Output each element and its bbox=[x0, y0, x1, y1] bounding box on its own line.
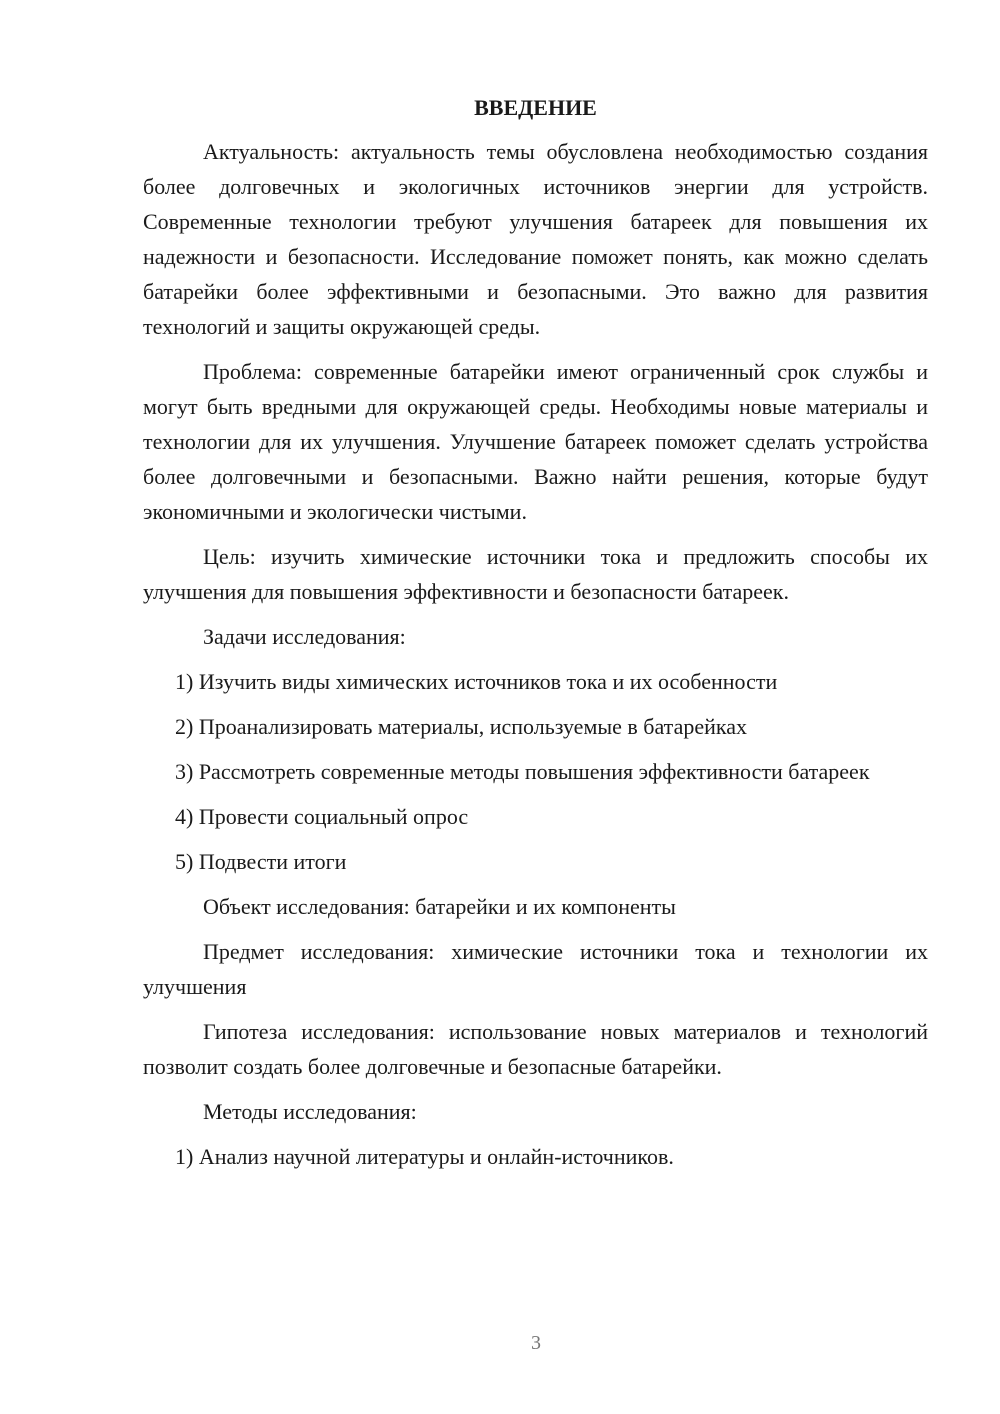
task-item: 5) Подвести итоги bbox=[175, 849, 347, 874]
problem-paragraph: Проблема: современные батарейки имеют ограниченный срок службы и могут быть вредными для окружающей среды. Необходимы новые материалы и технологии для их улучшения. Улучшение батареек поможет сделать устройства более долговечными и безопасными. Важно найти решения, которые будут экономичными и экологически чистыми. bbox=[143, 359, 928, 524]
object-paragraph: Объект исследования: батарейки и их компоненты bbox=[203, 894, 676, 919]
task-item: 2) Проанализировать материалы, используемые в батарейках bbox=[175, 714, 747, 739]
goal-paragraph: Цель: изучить химические источники тока и предложить способы их улучшения для повышения эффективности и безопасности батареек. bbox=[143, 544, 928, 604]
subject-paragraph: Предмет исследования: химические источники тока и технологии их улучшения bbox=[143, 939, 928, 999]
hypothesis-paragraph: Гипотеза исследования: использование новых материалов и технологий позволит создать более долговечные и безопасные батарейки. bbox=[143, 1019, 928, 1079]
task-item: 3) Рассмотреть современные методы повышения эффективности батареек bbox=[175, 759, 870, 784]
page-title: ВВЕДЕНИЕ bbox=[474, 95, 597, 120]
method-item: 1) Анализ научной литературы и онлайн-источников. bbox=[175, 1144, 674, 1169]
page-number: 3 bbox=[531, 1332, 541, 1354]
relevance-paragraph: Актуальность: актуальность темы обусловлена необходимостью создания более долговечных и экологичных источников энергии для устройств. Современные технологии требуют улучшения батареек для повышения их надежности и безопасности. Исследование поможет понять, как можно сделать батарейки более эффективными и безопасными. Это важно для развития технологий и защиты окружающей среды. bbox=[143, 139, 928, 339]
task-item: 4) Провести социальный опрос bbox=[175, 804, 469, 829]
document-page bbox=[143, 92, 928, 1184]
methods-title: Методы исследования: bbox=[203, 1099, 417, 1124]
tasks-title: Задачи исследования: bbox=[203, 624, 406, 649]
task-item: 1) Изучить виды химических источников тока и их особенности bbox=[175, 669, 778, 694]
